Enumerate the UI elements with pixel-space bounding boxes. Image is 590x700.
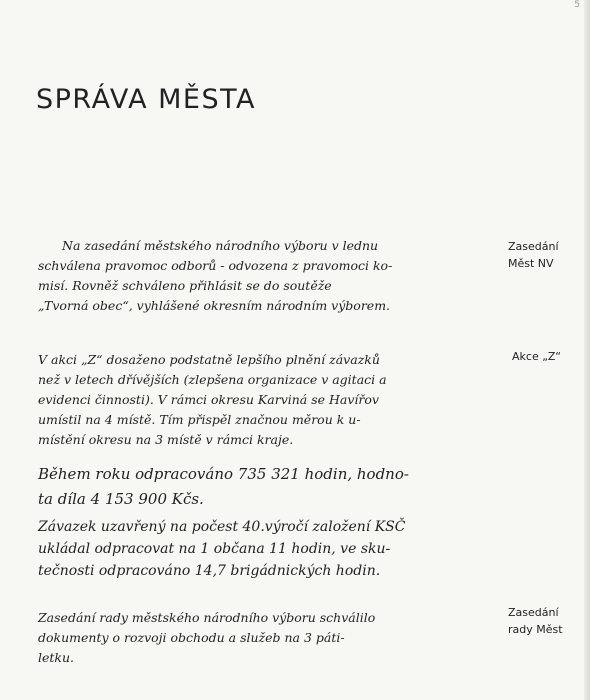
text-line: Zasedání rady městského národního výboru schválilo bbox=[38, 610, 376, 625]
paragraph-council-meeting bbox=[38, 236, 393, 316]
text-line: dokumenty o rozvoji obchodu a služeb na 3 páti- bbox=[38, 630, 345, 645]
note-line: Měst NV bbox=[508, 257, 554, 270]
margin-note-action-z bbox=[512, 348, 561, 365]
note-line: Akce „Z“ bbox=[512, 350, 561, 363]
text-line: V akci „Z“ dosaženo podstatně lepšího plnění závazků bbox=[38, 352, 380, 367]
text-line: Na zasedání městského národního výboru v lednu bbox=[62, 238, 379, 253]
margin-note-council-documents bbox=[508, 604, 563, 638]
note-line: Zasedání bbox=[508, 606, 559, 619]
text-line: ukládal odpracovat na 1 občana 11 hodin, ve sku- bbox=[38, 541, 391, 557]
paragraph-action-z bbox=[38, 350, 387, 450]
text-line: evidenci činnosti). V rámci okresu Karviná se Havířov bbox=[38, 392, 379, 407]
text-line: Během roku odpracováno 735 321 hodin, hodno- bbox=[38, 465, 409, 483]
text-line: než v letech dřívějších (zlepšena organizace v agitaci a bbox=[38, 372, 387, 387]
text-line: letku. bbox=[38, 650, 75, 665]
text-line: Závazek uzavřený na počest 40.výročí založení KSČ bbox=[38, 519, 406, 535]
text-line: umístil na 4 místě. Tím přispěl značnou měrou k u- bbox=[38, 412, 361, 427]
note-line: rady Měst bbox=[508, 623, 563, 636]
note-line: Zasedání bbox=[508, 240, 559, 253]
text-line: misí. Rovněž schváleno přihlásit se do soutěže bbox=[38, 278, 332, 293]
paragraph-commitment bbox=[38, 516, 406, 582]
paragraph-council-documents bbox=[38, 608, 375, 668]
text-line: ta díla 4 153 900 Kčs. bbox=[38, 490, 204, 508]
page-title: SPRÁVA MĚSTA bbox=[36, 84, 256, 116]
text-line: „Tvorná obec“, vyhlášené okresním národním výborem. bbox=[38, 298, 391, 313]
page-edge bbox=[584, 0, 590, 700]
text-line: tečnosti odpracováno 14,7 brigádnických hodin. bbox=[38, 563, 381, 579]
text-line: schválena pravomoc odborů - odvozena z pravomoci ko- bbox=[38, 258, 393, 273]
paragraph-hours-worked bbox=[38, 462, 409, 512]
corner-mark: 5 bbox=[574, 0, 580, 10]
margin-note-council bbox=[508, 238, 559, 272]
text-line: místění okresu na 3 místě v rámci kraje. bbox=[38, 432, 294, 447]
